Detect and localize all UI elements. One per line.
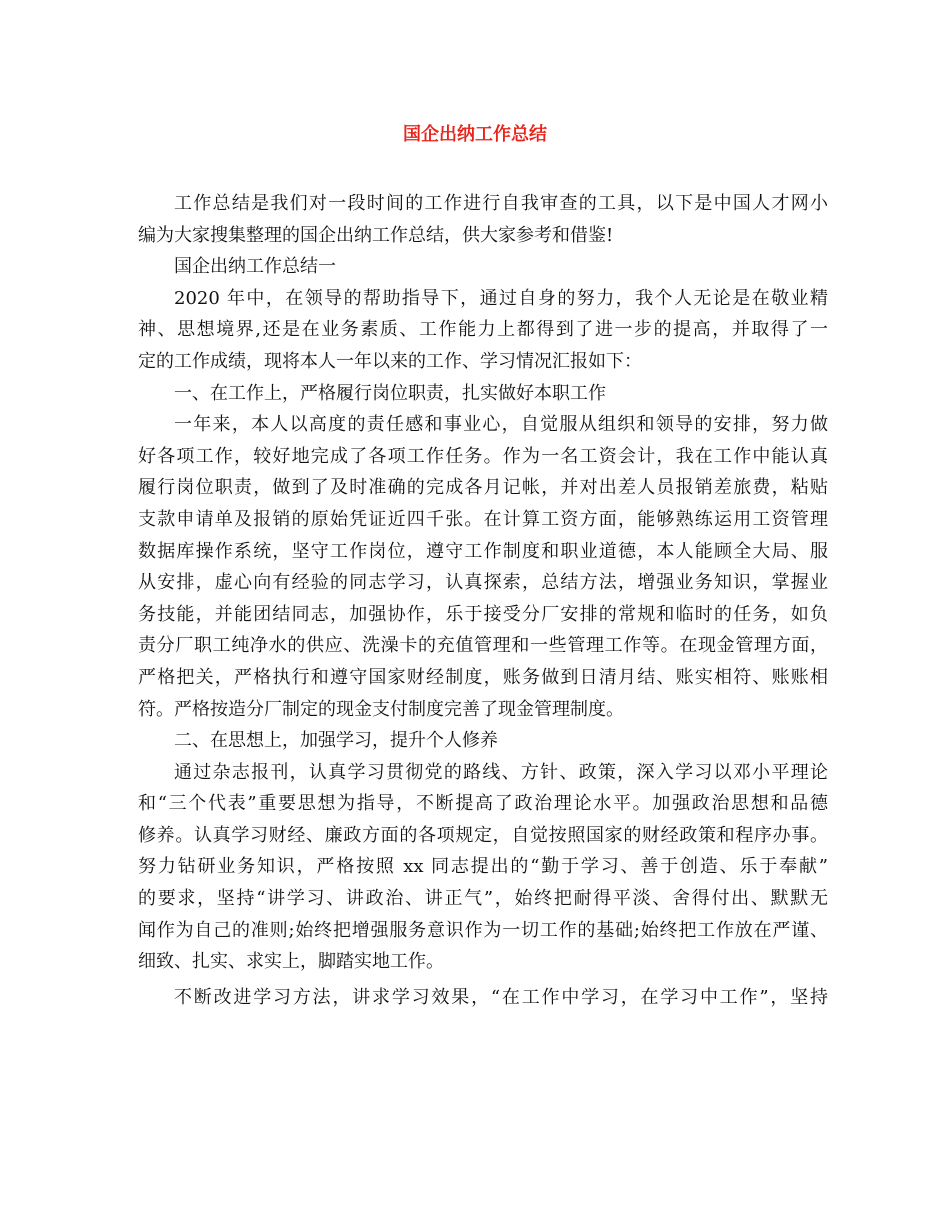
section-heading: 二、在思想上，加强学习，提升个人修养 — [174, 730, 498, 752]
paragraph-line: 2020 年中，在领导的帮助指导下，通过自身的努力，我个人无论是在敬业精 — [174, 287, 828, 309]
paragraph-line: 履行岗位职责，做到了及时准确的完成各月记帐，并对出差人员报销差旅费，粘贴 — [138, 477, 828, 499]
section-heading: 一、在工作上，严格履行岗位职责，扎实做好本职工作 — [174, 382, 606, 404]
paragraph-line: 责分厂职工纯净水的供应、洗澡卡的充值管理和一些管理工作等。在现金管理方面， — [138, 635, 828, 657]
paragraph-line: 努力钻研业务知识，严格按照 xx 同志提出的“勤于学习、善于创造、乐于奉献” — [138, 856, 828, 878]
paragraph-line: 严格把关，严格执行和遵守国家财经制度，账务做到日清月结、账实相符、账账相 — [138, 666, 828, 688]
paragraph-line: 通过杂志报刊，认真学习贯彻党的路线、方针、政策，深入学习以邓小平理论 — [174, 761, 828, 783]
paragraph-line: 不断改进学习方法，讲求学习效果，“在工作中学习，在学习中工作”，坚持 — [174, 986, 828, 1008]
paragraph-line: 符。严格按造分厂制定的现金支付制度完善了现金管理制度。 — [138, 698, 624, 720]
document-body — [138, 188, 828, 1013]
paragraph-line: 修养。认真学习财经、廉政方面的各项规定，自觉按照国家的财经政策和程序办事。 — [138, 824, 828, 846]
paragraph-line: 务技能，并能团结同志，加强协作，乐于接受分厂安排的常规和临时的任务，如负 — [138, 603, 828, 625]
paragraph-line: 闻作为自己的准则;始终把增强服务意识作为一切工作的基础;始终把工作放在严谨、 — [138, 919, 828, 941]
paragraph-line: 细致、扎实、求实上，脚踏实地工作。 — [138, 951, 444, 973]
paragraph-line: 编为大家搜集整理的国企出纳工作总结，供大家参考和借鉴! — [138, 224, 614, 246]
paragraph-line: 数据库操作系统，坚守工作岗位，遵守工作制度和职业道德，本人能顾全大局、服 — [138, 540, 828, 562]
paragraph-line: 和“三个代表”重要思想为指导，不断提高了政治理论水平。加强政治思想和品德 — [138, 793, 828, 815]
paragraph-line: 好各项工作，较好地完成了各项工作任务。作为一名工资会计，我在工作中能认真 — [138, 445, 828, 467]
section-heading: 国企出纳工作总结一 — [174, 256, 336, 278]
paragraph-line: 从安排，虚心向有经验的同志学习，认真探索，总结方法，增强业务知识，掌握业 — [138, 572, 828, 594]
paragraph-line: 神、思想境界,还是在业务素质、工作能力上都得到了进一步的提高，并取得了一 — [138, 319, 828, 341]
paragraph-line: 的要求，坚持“讲学习、讲政治、讲正气”，始终把耐得平淡、舍得付出、默默无 — [138, 888, 828, 910]
paragraph-line: 一年来，本人以高度的责任感和事业心，自觉服从组织和领导的安排，努力做 — [174, 414, 828, 436]
paragraph-line: 支款申请单及报销的原始凭证近四千张。在计算工资方面，能够熟练运用工资管理 — [138, 508, 828, 530]
document-title: 国企出纳工作总结 — [403, 124, 547, 145]
paragraph-line: 定的工作成绩，现将本人一年以来的工作、学习情况汇报如下： — [138, 350, 642, 372]
paragraph-line: 工作总结是我们对一段时间的工作进行自我审查的工具，以下是中国人才网小 — [174, 193, 828, 214]
